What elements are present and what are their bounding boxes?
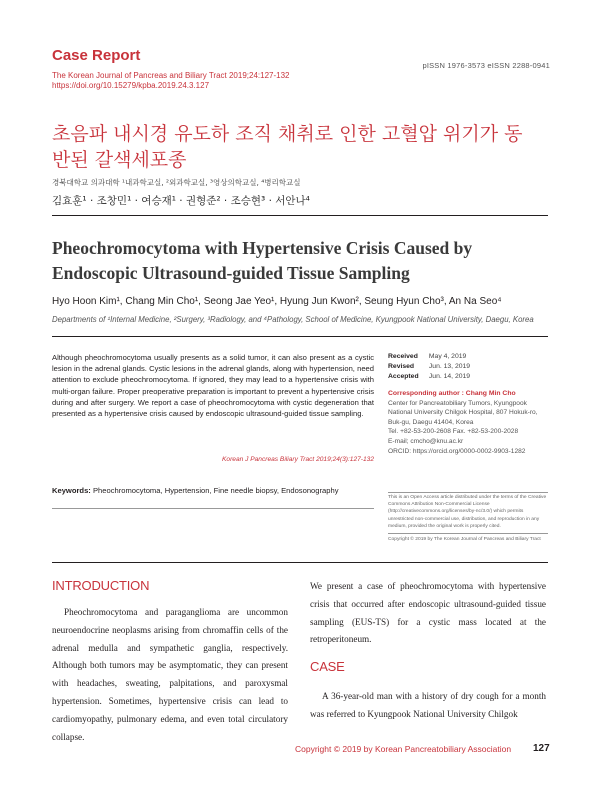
- introduction-body: [52, 604, 288, 746]
- footer-copyright: Copyright © 2019 by Korean Pancreatobiliary Association: [295, 744, 512, 754]
- abstract-citation: Korean J Pancreas Biliary Tract 2019;24(3):127-132: [222, 456, 374, 463]
- accepted-date: [388, 372, 548, 382]
- keywords-label: Keywords:: [52, 486, 91, 495]
- received-value: May 4, 2019: [428, 353, 467, 360]
- korean-authors: 김효훈¹ · 조창민¹ · 여승재¹ · 권형준² · 조승현³ · 서안나⁴: [52, 195, 310, 207]
- article-type-label: Case Report: [52, 47, 141, 64]
- corresponding-author-label: Corresponding author : Chang Min Cho: [388, 389, 516, 397]
- korean-affiliation: 경북대학교 의과대학 ¹내과학교실, ²외과학교실, ³영상의학교실, ⁴병리학교실: [52, 178, 301, 187]
- case-body: [310, 688, 546, 724]
- corresponding-email[interactable]: E-mail; cmcho@knu.ac.kr: [388, 437, 464, 445]
- received-label: Received: [388, 353, 418, 360]
- keywords-divider: [52, 508, 374, 509]
- revised-date: [388, 362, 548, 372]
- corresponding-address-line: Buk-gu, Daegu 41404, Korea: [388, 418, 474, 426]
- abstract-text: Although pheochromocytoma usually presents as a solid tumor, it can also present as a cystic lesion in the adrenal glands. Cystic lesions in the adrenal glands, along with hypertension, need attention to exclude pheochromocytoma. If ignored, they may lead to a hypertensive crisis with multi-organ failure. Proper preoperative preparation is important to prevent a hypertensive crisis during and after surgery. We report a case of pheochromocytoma with cystic degeneration that presented as a hypertensive crisis caused by endoscopic ultrasound-guided tissue sampling.: [52, 353, 374, 419]
- english-affiliation: Departments of ¹Internal Medicine, ²Surgery, ³Radiology, and ⁴Pathology, School of Medicine, Kyungpook National University, Daegu, Korea: [52, 315, 534, 324]
- intro-continuation-paragraph: We present a case of pheochromocytoma with hypertensive crisis that occurred after endoscopic ultrasound-guided tissue sampling (EUS-TS) for a cystic mass located at the retroperitoneum.: [310, 581, 546, 645]
- journal-citation: The Korean Journal of Pancreas and Biliary Tract 2019;24:127-132: [52, 71, 290, 80]
- right-column-intro-continuation: [310, 578, 546, 649]
- english-title: Pheochromocytoma with Hypertensive Crisis Caused by Endoscopic Ultrasound-guided Tissue Sampling: [52, 238, 473, 283]
- open-access-notice-block: [388, 494, 548, 530]
- corresponding-address-line: Center for Pancreatobiliary Tumors, Kyungpook: [388, 399, 527, 407]
- title-divider-bottom: [52, 336, 548, 337]
- doi-link[interactable]: https://doi.org/10.15279/kpba.2019.24.3.127: [52, 81, 210, 90]
- accepted-label: Accepted: [388, 373, 419, 381]
- body-divider: [52, 562, 548, 563]
- revised-value: Jun. 13, 2019: [428, 363, 471, 371]
- korean-title: 초음파 내시경 유도하 조직 채취로 인한 고혈압 위기가 동반된 갈색세포종: [52, 123, 523, 171]
- keywords-list: Pheochromocytoma, Hypertension, Fine needle biopsy, Endosonography: [92, 486, 339, 495]
- accepted-value: Jun. 14, 2019: [428, 373, 471, 381]
- corresponding-orcid[interactable]: ORCID: https://orcid.org/0000-0002-9903-1282: [388, 447, 526, 455]
- open-access-notice: This is an Open Access article distributed under the terms of the Creative Commons Attribution Non-Commercial License (http://creativecommons.org/licenses/by-nc/3.0/) which permits unrestricted non-commercial use, distribution, and reproduction in any medium, provided the original work is properly cited.: [388, 495, 547, 529]
- copyright-divider: [388, 533, 548, 534]
- keywords: [52, 486, 339, 495]
- journal-copyright: Copyright © 2019 by The Korean Journal of Pancreas and Biliary Tract: [388, 537, 541, 542]
- open-access-divider: [388, 492, 548, 493]
- introduction-paragraph: Pheochromocytoma and paraganglioma are uncommon neuroendocrine neoplasms arising from chromaffin cells of the adrenal medulla and sympathetic ganglia, respectively. Although both tumors may be asymptomatic, they can present with headaches, sweating, palpitations, and paroxysmal hypertension. Sometimes, hypertensive crisis can lead to cardiomyopathy, pulmonary edema, and even total circulatory collapse.: [52, 607, 288, 742]
- journal-copyright-block: [388, 537, 541, 542]
- introduction-heading: INTRODUCTION: [52, 578, 150, 593]
- english-authors: Hyo Hoon Kim¹, Chang Min Cho¹, Seong Jae Yeo¹, Hyung Jun Kwon², Seung Hyun Cho³, An Na Seo⁴: [52, 296, 502, 307]
- received-date: [388, 352, 548, 362]
- issn-numbers: pISSN 1976-3573 eISSN 2288-0941: [422, 61, 550, 70]
- article-info-sidebar: [388, 352, 548, 456]
- revised-label: Revised: [388, 363, 415, 371]
- case-paragraph: A 36-year-old man with a history of dry cough for a month was referred to Kyungpook National University Chilgok: [310, 691, 546, 719]
- corresponding-phone-fax: Tel. +82-53-200-2608 Fax. +82-53-200-2028: [388, 428, 519, 436]
- page-number: 127: [533, 743, 550, 754]
- corresponding-address-line: National University Chilgok Hospital, 807 Hokuk-ro,: [388, 409, 538, 417]
- case-heading: CASE: [310, 659, 345, 674]
- title-divider-top: [52, 215, 548, 216]
